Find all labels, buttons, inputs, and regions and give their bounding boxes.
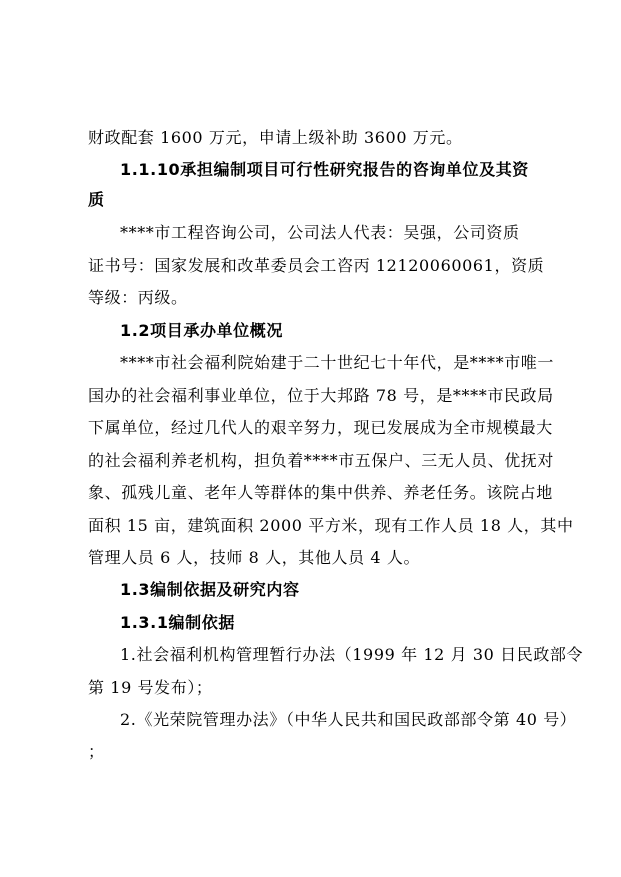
overview-line-3: 下属单位，经过几代人的艰辛努力，现已发展成为全市规模最大 [88,418,553,437]
consulting-unit-line-2: 证书号：国家发展和改革委员会工咨丙 12120060061，资质 [88,256,545,275]
overview-line-5: 象、孤残儿童、老年人等群体的集中供养、养老任务。该院占地 [88,483,553,502]
overview-line-7: 管理人员 6 人，技师 8 人，其他人员 4 人。 [88,548,421,567]
overview-line-4: 的社会福利养老机构，担负着****市五保户、三无人员、优抚对 [88,451,555,470]
basis-item-1-line-1: 1.社会福利机构管理暂行办法（1999 年 12 月 30 日民政部令 [120,645,584,664]
basis-item-2-line-1: 2.《光荣院管理办法》（中华人民共和国民政部部令第 40 号） [120,710,577,729]
overview-line-2: 国办的社会福利事业单位，位于大邦路 78 号，是****市民政局 [88,386,554,405]
section-1-3-heading: 1.3编制依据及研究内容 [120,580,300,599]
overview-line-1: ****市社会福利院始建于二十世纪七十年代，是****市唯一 [120,353,555,372]
section-1-1-10-heading-cont: 质 [88,190,105,209]
consulting-unit-line-3: 等级：丙级。 [88,288,188,307]
funding-line: 财政配套 1600 万元，申请上级补助 3600 万元。 [88,128,463,147]
overview-line-6: 面积 15 亩，建筑面积 2000 平方米，现有工作人员 18 人，其中 [88,516,574,535]
section-1-3-1-heading: 1.3.1编制依据 [120,613,235,632]
section-1-1-10-heading: 1.1.10承担编制项目可行性研究报告的咨询单位及其资 [120,160,529,179]
consulting-unit-line-1: ****市工程咨询公司，公司法人代表：吴强，公司资质 [120,223,520,242]
section-1-2-heading: 1.2项目承办单位概况 [120,321,283,340]
basis-item-2-line-2: ； [88,742,105,761]
basis-item-1-line-2: 第 19 号发布）； [88,678,213,697]
